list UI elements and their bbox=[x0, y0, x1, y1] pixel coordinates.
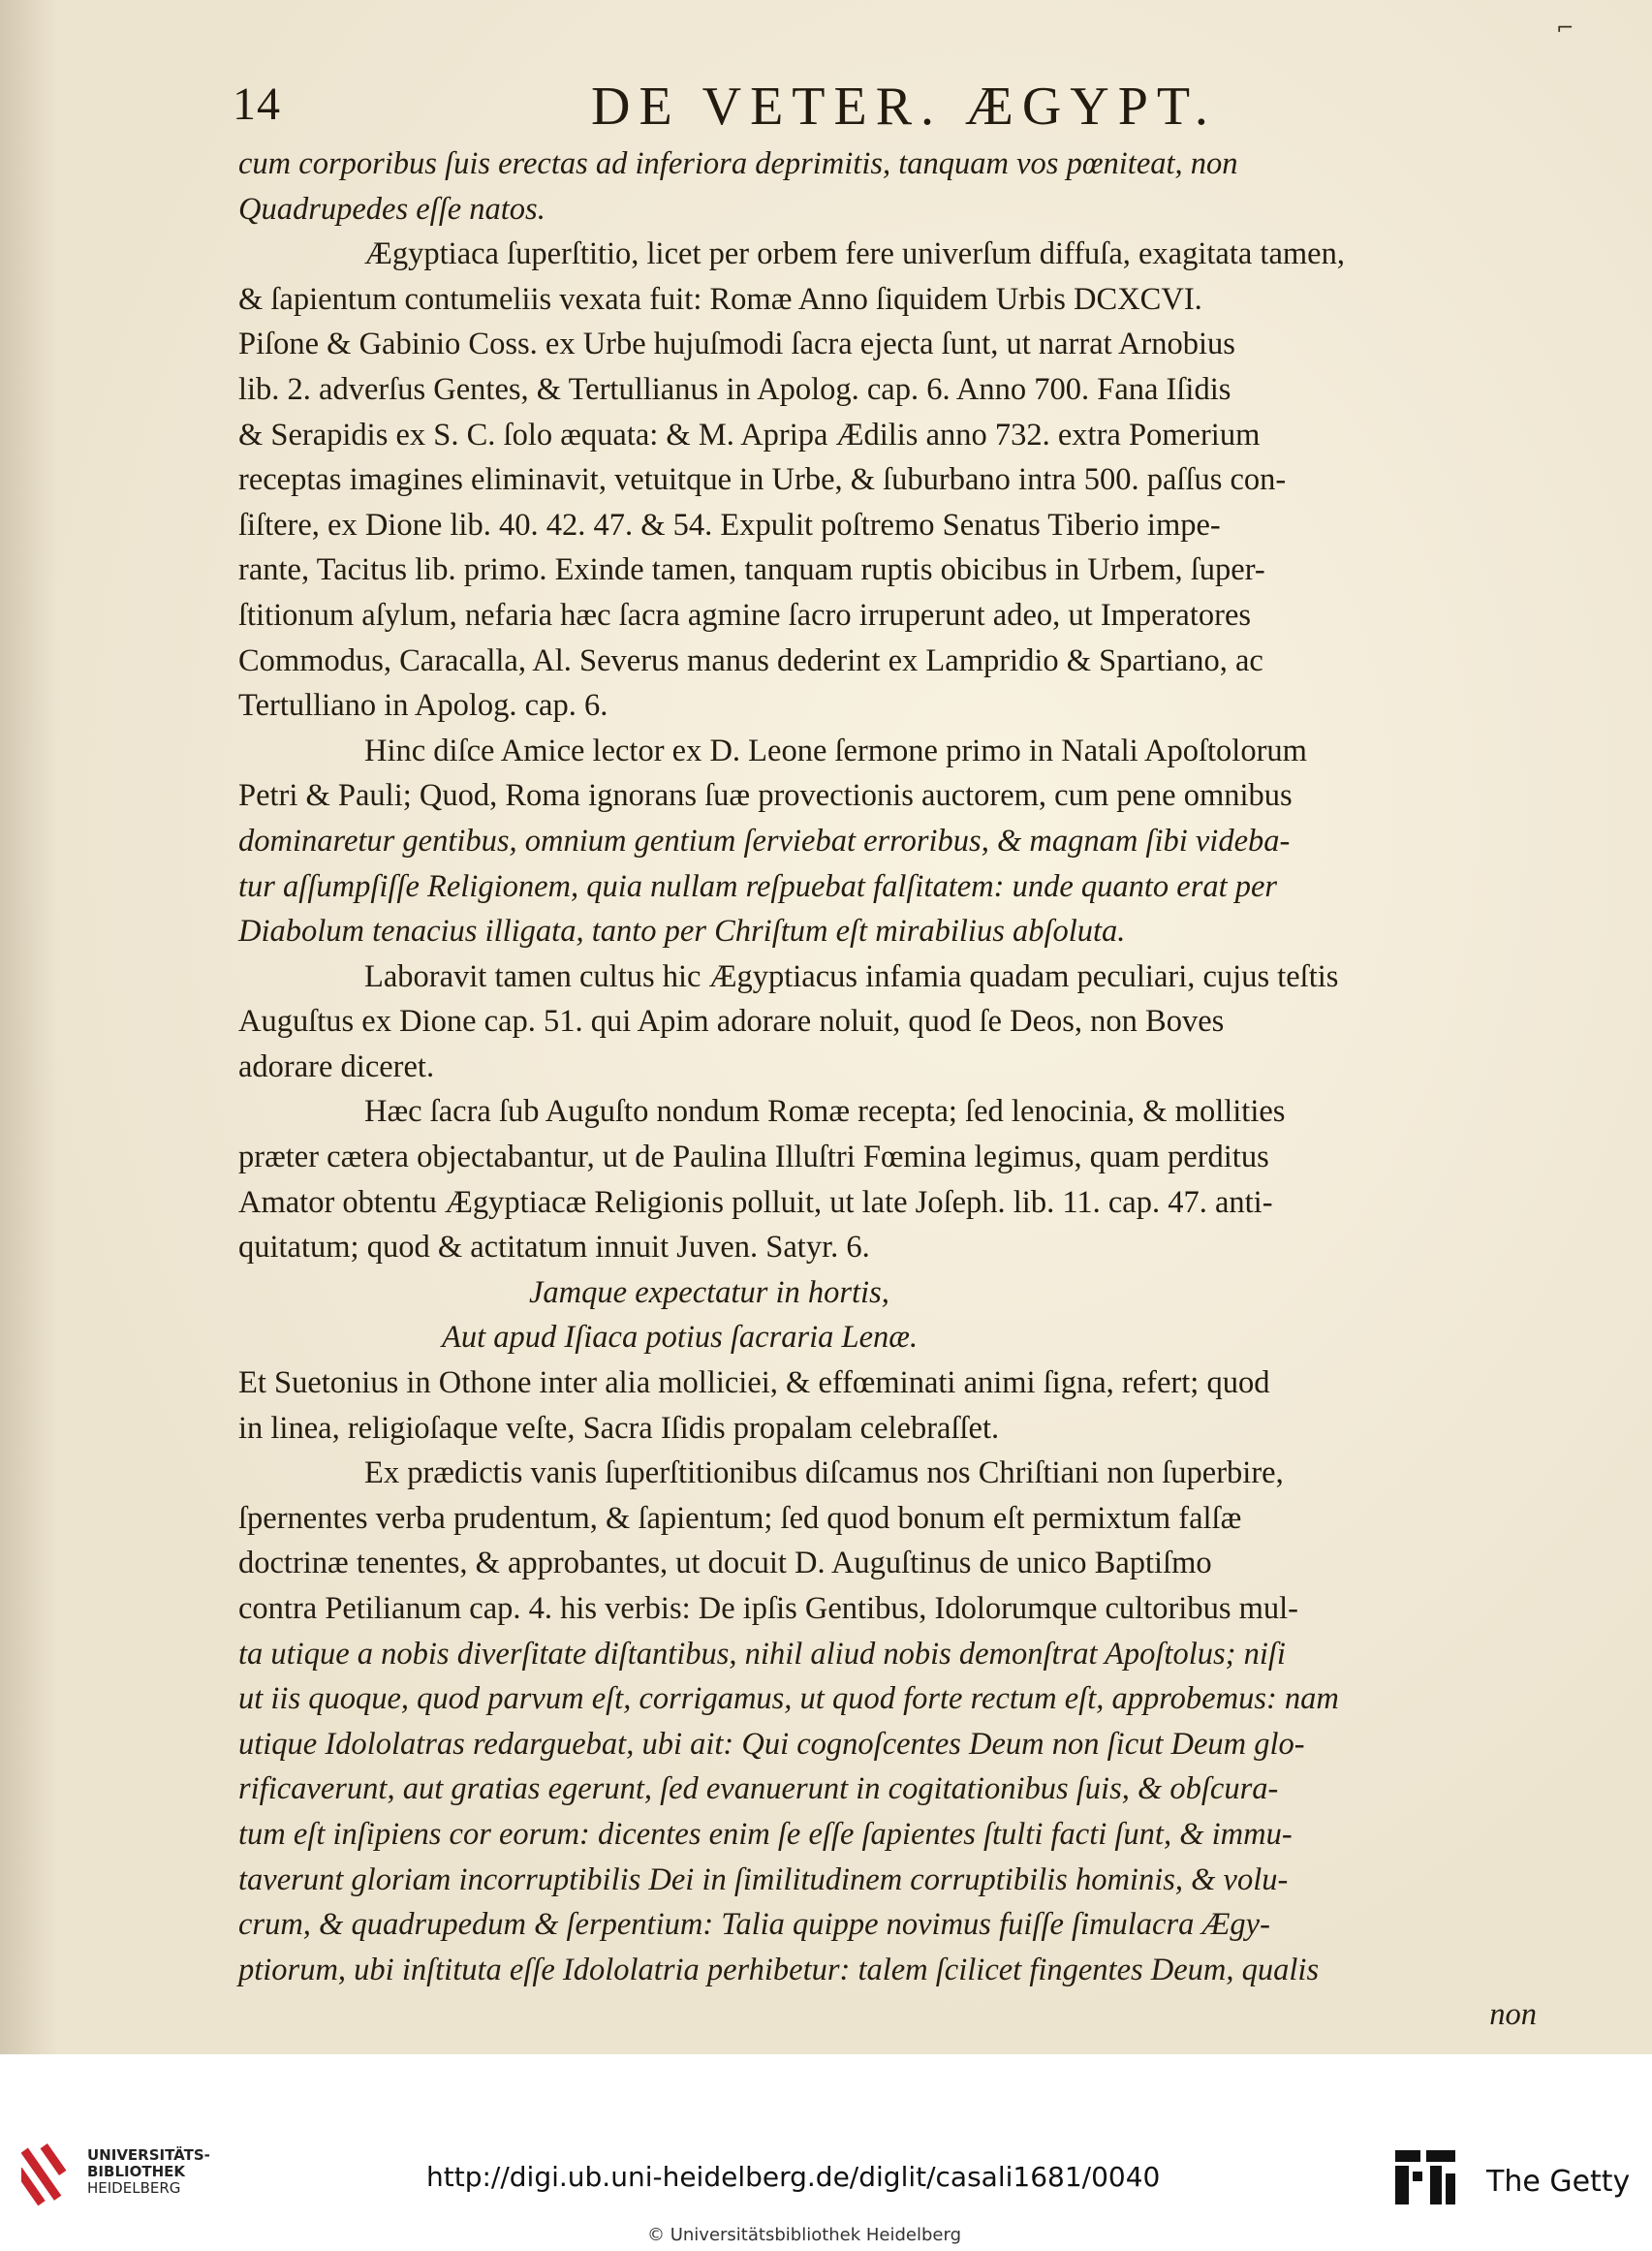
text-line: Et Suetonius in Othone inter alia molliciei, & effœminati animi ſigna, refert; quod bbox=[238, 1365, 1270, 1401]
library-name-line-1: UNIVERSITÄTS- bbox=[87, 2146, 210, 2164]
text-line: Ægyptiaca ſuperſtitio, licet per orbem fere univerſum diffuſa, exagitata tamen, bbox=[364, 236, 1345, 272]
corner-mark: ⌐ bbox=[1556, 16, 1574, 41]
text-line: Aut apud Iſiaca potius ſacraria Lenæ. bbox=[442, 1320, 919, 1356]
text-line: non bbox=[1489, 1997, 1537, 2033]
text-line: lib. 2. adverſus Gentes, & Tertullianus in Apolog. cap. 6. Anno 700. Fana Iſidis bbox=[238, 371, 1231, 407]
text-line: taverunt gloriam incorruptibilis Dei in ſimilitudinem corruptibilis hominis, & volu- bbox=[238, 1861, 1289, 1897]
library-name-line-2: BIBLIOTHEK bbox=[87, 2163, 185, 2180]
text-line: contra Petilianum cap. 4. his verbis: De ipſis Gentibus, Idolorumque cultoribus mul- bbox=[238, 1591, 1298, 1626]
text-line: rante, Tacitus lib. primo. Exinde tamen, tanquam ruptis obicibus in Urbem, ſuper- bbox=[238, 552, 1265, 588]
getty-logo-icon bbox=[1391, 2144, 1459, 2212]
text-line: ptiorum, ubi inſtituta eſſe Idololatria perhibetur: talem ſcilicet fingentes Deum, qualis bbox=[238, 1952, 1320, 1987]
text-line: ta utique a nobis diverſitate diſtantibus, nihil aliud nobis demonſtrat Apoſtolus; niſi bbox=[238, 1636, 1286, 1672]
text-line: adorare diceret. bbox=[238, 1048, 435, 1084]
text-line: doctrinæ tenentes, & approbantes, ut docuit D. Auguſtinus de unico Baptiſmo bbox=[238, 1546, 1212, 1581]
text-line: Diabolum tenacius illigata, tanto per Chriſtum eſt mirabilius abſoluta. bbox=[238, 914, 1126, 950]
text-line: Petri & Pauli; Quod, Roma ignorans ſuæ provectionis auctorem, cum pene omnibus bbox=[238, 778, 1293, 814]
text-line: rificaverunt, aut gratias egerunt, ſed evanuerunt in cogitationibus ſuis, & obſcura- bbox=[238, 1771, 1279, 1807]
text-line: tum eſt inſipiens cor eorum: dicentes enim ſe eſſe ſapientes ſtulti facti ſunt, & immu- bbox=[238, 1816, 1293, 1852]
library-name bbox=[87, 2147, 210, 2197]
page-number: 14 bbox=[233, 78, 281, 130]
text-line: ſtitionum aſylum, nefaria hæc ſacra agmine ſacro irruperunt adeo, ut Imperatores bbox=[238, 597, 1252, 633]
text-line: Hinc diſce Amice lector ex D. Leone ſermone primo in Natali Apoſtolorum bbox=[364, 733, 1307, 768]
text-line: ſiſtere, ex Dione lib. 40. 42. 47. & 54. Expulit poſtremo Senatus Tiberio impe- bbox=[238, 507, 1221, 543]
text-line: crum, & quadrupedum & ſerpentium: Talia quippe novimus fuiſſe ſimulacra Ægy- bbox=[238, 1907, 1270, 1943]
text-line: ut iis quoque, quod parvum eſt, corrigamus, ut quod forte rectum eſt, approbemus: nam bbox=[238, 1681, 1339, 1717]
text-line: tur aſſumpſiſſe Religionem, quia nullam reſpuebat falſitatem: unde quanto erat per bbox=[238, 868, 1278, 904]
text-line: cum corporibus ſuis erectas ad inferiora deprimitis, tanquam vos pœniteat, non bbox=[238, 146, 1238, 181]
text-line: Piſone & Gabinio Coss. ex Urbe hujuſmodi ſacra ejecta ſunt, ut narrat Arnobius bbox=[238, 327, 1235, 362]
text-line: & Serapidis ex S. C. ſolo æquata: & M. Apripa Ædilis anno 732. extra Pomerium bbox=[238, 417, 1261, 453]
running-head bbox=[233, 72, 1589, 140]
text-line: quitatum; quod & actitatum innuit Juven. Satyr. 6. bbox=[238, 1230, 870, 1266]
permalink[interactable]: http://digi.ub.uni-heidelberg.de/diglit/casali1681/0040 bbox=[426, 2161, 1161, 2193]
text-line: dominaretur gentibus, omnium gentium ſerviebat erroribus, & magnam ſibi videba- bbox=[238, 823, 1291, 859]
text-line: in linea, religioſaque veſte, Sacra Iſidis propalam celebraſſet. bbox=[238, 1410, 1000, 1446]
library-name-line-3: HEIDELBERG bbox=[87, 2179, 181, 2197]
text-line: Quadrupedes eſſe natos. bbox=[238, 191, 545, 227]
running-head-title: DE VETER. ÆGYPT. bbox=[591, 77, 1217, 137]
copyright-notice: © Universitätsbibliothek Heidelberg bbox=[647, 2225, 962, 2245]
text-line: Commodus, Caracalla, Al. Severus manus dederint ex Lampridio & Spartiano, ac bbox=[238, 642, 1263, 678]
spine-shadow bbox=[0, 0, 58, 2054]
partner-name: The Getty bbox=[1486, 2165, 1631, 2199]
text-line: utique Idololatras redarguebat, ubi ait: Qui cognoſcentes Deum non ſicut Deum glo- bbox=[238, 1726, 1305, 1762]
text-line: Auguſtus ex Dione cap. 51. qui Apim adorare noluit, quod ſe Deos, non Boves bbox=[238, 1004, 1225, 1040]
body-text bbox=[238, 141, 1546, 2041]
text-line: præter cætera objectabantur, ut de Paulina Illuſtri Fœmina legimus, quam perditus bbox=[238, 1140, 1269, 1175]
text-line: & ſapientum contumeliis vexata fuit: Romæ Anno ſiquidem Urbis DCXCVI. bbox=[238, 281, 1202, 317]
text-line: Hæc ſacra ſub Auguſto nondum Romæ recepta; ſed lenocinia, & mollities bbox=[364, 1094, 1286, 1130]
text-line: Jamque expectatur in hortis, bbox=[529, 1274, 889, 1310]
ub-heidelberg-logo-icon bbox=[21, 2142, 70, 2209]
text-line: Laboravit tamen cultus hic Ægyptiacus infamia quadam peculiari, cujus teſtis bbox=[364, 958, 1339, 994]
text-line: receptas imagines eliminavit, vetuitque in Urbe, & ſuburbano intra 500. paſſus con- bbox=[238, 462, 1287, 498]
text-line: ſpernentes verba prudentum, & ſapientum; ſed quod bonum eſt permixtum falſæ bbox=[238, 1500, 1242, 1536]
text-line: Amator obtentu Ægyptiacæ Religionis polluit, ut late Joſeph. lib. 11. cap. 47. anti- bbox=[238, 1184, 1273, 1220]
footer bbox=[0, 2054, 1652, 2251]
text-line: Tertulliano in Apolog. cap. 6. bbox=[238, 688, 608, 724]
text-line: Ex prædictis vanis ſuperſtitionibus diſcamus nos Chriſtiani non ſuperbire, bbox=[364, 1455, 1284, 1491]
